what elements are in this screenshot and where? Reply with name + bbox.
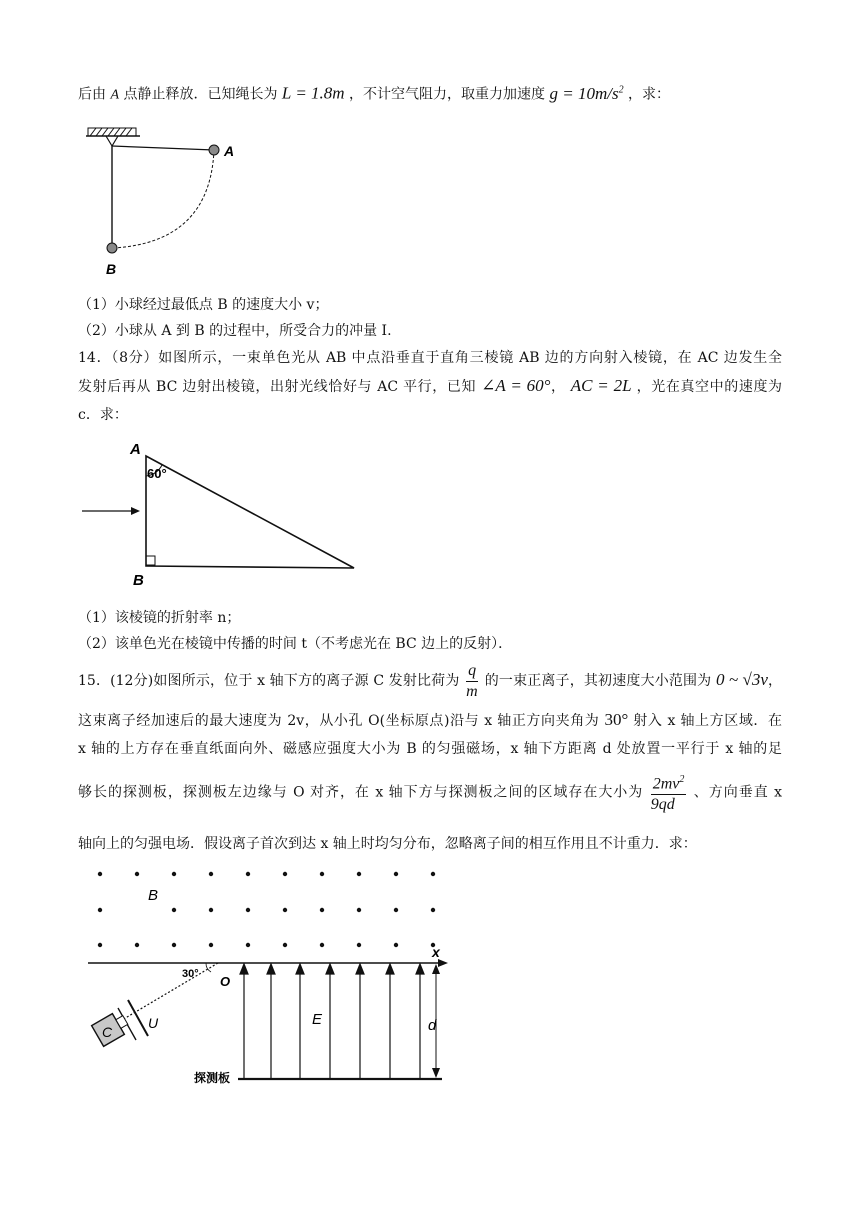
- q13-intro-d: ，求：: [628, 86, 671, 103]
- q14-line2-b: ，光在真空中的速度为: [636, 379, 783, 395]
- q15-label-d: d: [428, 1017, 437, 1034]
- q13-pendulum-figure: [82, 124, 262, 284]
- q15-line1-b: 的一束正离子，其初速度大小范围为: [484, 673, 712, 689]
- q14-line2: [78, 376, 782, 397]
- q15-charge-mass-ratio: [466, 661, 478, 702]
- q15-field-strength: [651, 770, 687, 815]
- q14-sub2: （2）该单色光在棱镜中传播的时间 t（不考虑光在 BC 边上的反射）．: [78, 636, 513, 652]
- q15-label-b: B: [148, 887, 159, 904]
- q14-angle-eq: ∠A = 60°: [481, 376, 551, 395]
- q15-angle: 30°: [604, 710, 629, 729]
- magnetic-field-dots: [98, 872, 435, 947]
- q15-line1-a: 15．(12分)如图所示，位于 x 轴下方的离子源 C 发射比荷为: [78, 673, 460, 689]
- q15-frac-num: q: [466, 661, 478, 682]
- q15-field-num: [651, 770, 687, 795]
- q13-intro-a: 后由: [78, 86, 106, 103]
- q14-prism-figure: [78, 438, 368, 598]
- q15-line2-b: 射入 x 轴上方区域．在: [633, 713, 783, 729]
- electric-field-arrows: [240, 964, 424, 1078]
- q15-line4-a: 够长的探测板，探测板左边缘与 O 对齐，在 x 轴下方与探测板之间的区域存在大小为: [78, 784, 644, 801]
- q13-length-eq: L = 1.8m: [281, 83, 345, 103]
- q14-angle-label: 60°: [147, 466, 167, 481]
- q13-intro-line: [78, 80, 670, 106]
- q15-label-e: E: [312, 1011, 323, 1028]
- q13-sub1: （1）小球经过最低点 B 的速度大小 v；: [78, 297, 329, 313]
- q14-line2-a: 发射后再从 BC 边射出棱镜，出射光线恰好与 AC 平行，已知: [78, 379, 477, 395]
- q15-line1-c: ，: [767, 673, 783, 689]
- q15-frac-den: m: [466, 682, 478, 700]
- q15-speed-range: 0 ~ √3v: [715, 670, 768, 689]
- q13-intro-c: ，不计空气阻力，取重力加速度: [349, 86, 546, 103]
- q14-line1: 14．（8分）如图所示，一束单色光从 AB 中点沿垂直于直角三棱镜 AB 边的方向射入棱镜，在 AC 边发生全: [78, 350, 782, 366]
- q14-sub1: （1）该棱镜的折射率 n；: [78, 610, 241, 626]
- q15-label-plate: 探测板: [194, 1071, 231, 1085]
- q14-line3: c．求：: [78, 407, 128, 423]
- q15-line1: [78, 660, 782, 700]
- q15-line4: [78, 770, 783, 814]
- q14-ac-eq: AC = 2L: [570, 376, 632, 395]
- q14-label-b: B: [133, 572, 144, 589]
- q15-angle-label: 30°: [182, 968, 199, 980]
- q15-line2-a: 这束离子经加速后的最大速度为 2v，从小孔 O(坐标原点)沿与 x 轴正方向夹角为: [78, 713, 600, 729]
- q15-label-x: x: [432, 944, 440, 960]
- q15-line3: x 轴的上方存在垂直纸面向外、磁感应强度大小为 B 的匀强磁场，x 轴下方距离 d 处放置一平行于 x 轴的足: [78, 741, 782, 757]
- q13-gravity-exp: 2: [618, 84, 624, 95]
- q13-gravity-eq: [549, 84, 623, 103]
- q13-label-b: B: [106, 261, 117, 277]
- q15-label-o: O: [220, 974, 231, 989]
- q13-gravity-base: g = 10m/s: [549, 83, 619, 103]
- q13-intro-b: 点静止释放．已知绳长为: [123, 86, 278, 103]
- q15-field-figure: [78, 860, 458, 1090]
- q15-field-den: 9qd: [650, 796, 675, 814]
- q13-label-a: A: [224, 143, 235, 159]
- q14-sep: ，: [550, 379, 566, 395]
- q15-field-num-base: 2mv: [652, 775, 680, 793]
- q14-label-a: A: [130, 441, 141, 458]
- q15-label-c: C: [102, 1024, 113, 1040]
- q15-line5: 轴向上的匀强电场．假设离子首次到达 x 轴上时均匀分布，忽略离子间的相互作用且不计重力．求：: [78, 836, 697, 852]
- q13-sub2: （2）小球从 A 到 B 的过程中，所受合力的冲量 I.: [78, 323, 392, 339]
- q15-label-u: U: [148, 1015, 159, 1031]
- q15-field-num-exp: 2: [679, 774, 685, 785]
- q13-point-a: A: [110, 87, 120, 103]
- q15-line4-b: 、方向垂直 x: [693, 784, 783, 801]
- q15-line2: [78, 710, 782, 731]
